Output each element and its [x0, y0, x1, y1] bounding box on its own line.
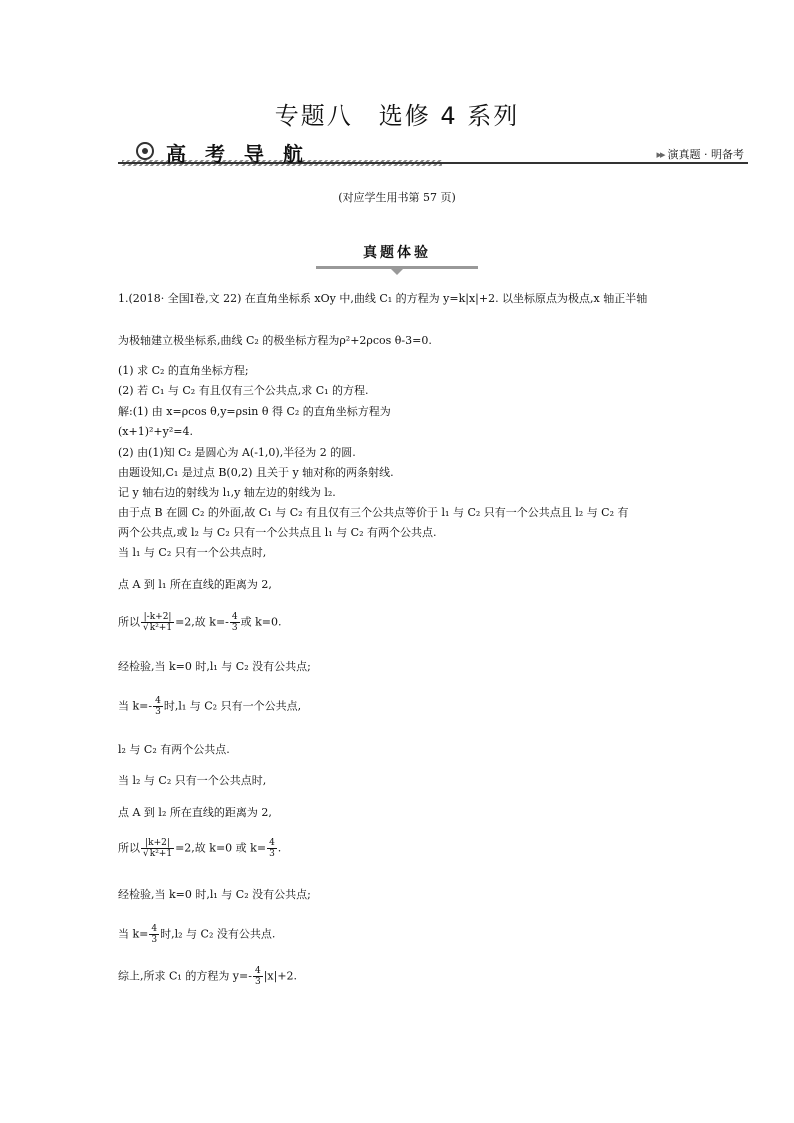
formula-line: [118, 924, 275, 945]
fraction-denominator: 3: [254, 977, 261, 987]
page-title: 专题八 选修 4 系列: [274, 102, 520, 130]
fraction-denominator: 3: [155, 707, 161, 717]
fraction-denominator: 3: [231, 623, 238, 633]
fraction-numerator: 4: [151, 924, 158, 934]
formula-text: |x|+2.: [263, 969, 298, 983]
solution-line: (x+1)²+y²=4.: [118, 425, 193, 438]
formula-text: =2,故 k=-: [175, 615, 229, 629]
solution-line: (2) 由(1)知 C₂ 是圆心为 A(-1,0),半径为 2 的圆.: [118, 446, 356, 459]
fraction-numerator: |-k+2|: [141, 612, 174, 623]
formula-text: 时,l₂ 与 C₂ 没有公共点.: [160, 927, 276, 941]
page-reference: (对应学生用书第 57 页): [338, 191, 456, 204]
question-line: (2) 若 C₁ 与 C₂ 有且仅有三个公共点,求 C₁ 的方程.: [118, 384, 369, 397]
fraction-numerator: |k+2|: [141, 838, 174, 849]
solution-line: 记 y 轴右边的射线为 l₁,y 轴左边的射线为 l₂.: [118, 486, 336, 499]
solution-line: 由于点 B 在圆 C₂ 的外面,故 C₁ 与 C₂ 有且仅有三个公共点等价于 l₁ 与 C₂ 只有一个公共点且 l₂ 与 C₂ 有: [118, 506, 629, 519]
solution-line: 经检验,当 k=0 时,l₁ 与 C₂ 没有公共点;: [118, 660, 311, 673]
solution-line: 当 l₁ 与 C₂ 只有一个公共点时,: [118, 546, 267, 559]
solution-line: 两个公共点,或 l₂ 与 C₂ 只有一个公共点且 l₁ 与 C₂ 有两个公共点.: [118, 526, 437, 539]
solution-line: 当 l₂ 与 C₂ 只有一个公共点时,: [118, 774, 267, 787]
formula-text: 综上,所求 C₁ 的方程为 y=-: [118, 969, 252, 983]
section-heading: [316, 242, 478, 275]
fraction-denominator: √k²+1: [143, 849, 173, 859]
fraction: [230, 612, 240, 633]
formula-line: [118, 838, 281, 859]
formula-line: [118, 696, 301, 717]
fraction-numerator: 4: [269, 838, 275, 848]
target-icon: [136, 142, 154, 160]
fraction-numerator: 4: [254, 966, 261, 976]
banner-subtitle: 演真题 · 明备考: [667, 148, 744, 161]
fraction-denominator: 3: [269, 849, 275, 859]
formula-text: 时,l₁ 与 C₂ 只有一个公共点,: [163, 699, 302, 713]
fraction: [253, 966, 263, 987]
formula-text: 当 k=-: [118, 699, 153, 713]
solution-line: 点 A 到 l₁ 所在直线的距离为 2,: [118, 578, 272, 591]
formula-text: 所以: [118, 841, 140, 855]
fraction: [141, 838, 174, 859]
solution-line: 解:(1) 由 x=ρcos θ,y=ρsin θ 得 C₂ 的直角坐标方程为: [118, 405, 391, 418]
sqrt-radicand: k²+1: [149, 849, 173, 859]
banner-right-text: [656, 146, 744, 162]
section-label: 真题体验: [363, 245, 431, 261]
arrow-icon: ▸▸: [656, 148, 664, 161]
fraction-numerator: 4: [231, 612, 238, 622]
formula-text: .: [277, 841, 282, 855]
fraction-denominator: √k²+1: [143, 623, 173, 633]
formula-text: 当 k=: [118, 927, 149, 941]
solution-line: l₂ 与 C₂ 有两个公共点.: [118, 743, 230, 756]
solution-line: 经检验,当 k=0 时,l₁ 与 C₂ 没有公共点;: [118, 888, 311, 901]
question-line: (1) 求 C₂ 的直角坐标方程;: [118, 364, 249, 377]
formula-line: [118, 612, 282, 633]
formula-text: 所以: [118, 615, 140, 629]
fraction: [141, 612, 174, 633]
fraction: [267, 838, 277, 859]
solution-line: 点 A 到 l₂ 所在直线的距离为 2,: [118, 806, 272, 819]
sqrt-radicand: k²+1: [149, 623, 173, 633]
formula-text: 或 k=0.: [240, 615, 282, 629]
section-banner: [118, 140, 748, 166]
section-pointer: [391, 269, 403, 275]
problem-line: 1.(2018· 全国Ⅰ卷,文 22) 在直角坐标系 xOy 中,曲线 C₁ 的方程为 y=k|x|+2. 以坐标原点为极点,x 轴正半轴: [118, 292, 648, 305]
problem-line: 为极轴建立极坐标系,曲线 C₂ 的极坐标方程为ρ²+2ρcos θ-3=0.: [118, 334, 432, 347]
solution-line: 由题设知,C₁ 是过点 B(0,2) 且关于 y 轴对称的两条射线.: [118, 466, 394, 479]
formula-line: [118, 966, 297, 987]
fraction: [149, 924, 159, 945]
formula-text: =2,故 k=0 或 k=: [175, 841, 267, 855]
banner-label: 高 考 导 航: [166, 142, 309, 166]
fraction-denominator: 3: [151, 935, 158, 945]
fraction-numerator: 4: [155, 696, 161, 706]
fraction: [153, 696, 163, 717]
